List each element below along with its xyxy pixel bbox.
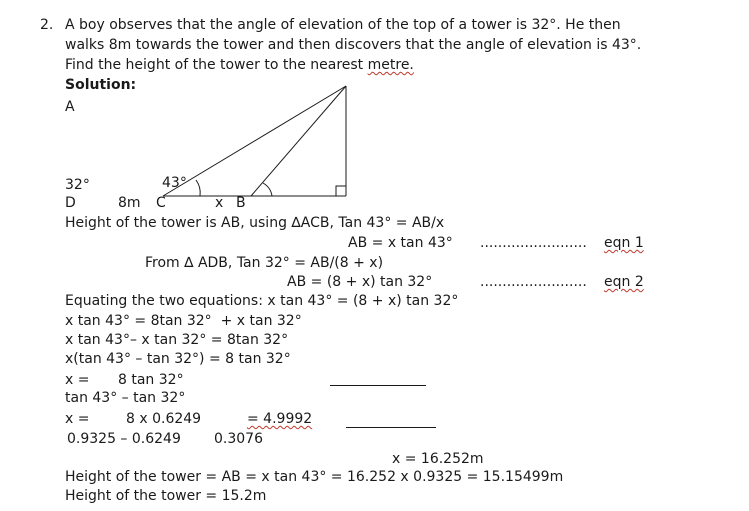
- working-line-9-numerator: 8 tan 32°: [118, 372, 184, 388]
- working-line-7: x tan 43°– x tan 32° = 8tan 32°: [65, 332, 289, 348]
- question-line-3-text: Find the height of the tower to the nearest: [65, 57, 368, 73]
- working-line-5: Equating the two equations: x tan 43° = (8 + x) tan 32°: [65, 293, 459, 309]
- eqn-2-leader: ........................: [480, 274, 587, 290]
- question-number: 2.: [40, 17, 54, 33]
- eqn-2-label: eqn 2: [604, 274, 644, 290]
- eqn-1-label: eqn 1: [604, 235, 644, 251]
- solution-heading: Solution:: [65, 77, 137, 93]
- working-line-8: x(tan 43° – tan 32°) = 8 tan 32°: [65, 351, 291, 367]
- working-line-9-lhs: x =: [65, 372, 90, 388]
- question-line-1: A boy observes that the angle of elevation of the top of a tower is 32°. He then: [65, 17, 621, 33]
- point-c-label: C: [156, 195, 166, 211]
- working-line-12-denominator: 0.9325 – 0.6249: [67, 431, 181, 447]
- working-line-11-lhs: x =: [65, 411, 90, 427]
- point-d-label: D: [65, 195, 76, 211]
- blank-answer-rule-1: [330, 385, 426, 386]
- angle-c-label: 43°: [162, 175, 187, 191]
- working-line-1: Height of the tower is AB, using ∆ACB, Tan 43° = AB/x: [65, 215, 445, 231]
- distance-dc-label: 8m: [118, 195, 141, 211]
- point-a-label: A: [65, 99, 75, 115]
- working-line-10-denominator: tan 43° – tan 32°: [65, 390, 186, 406]
- working-line-2: AB = x tan 43°: [348, 235, 453, 251]
- spellcheck-word: metre.: [367, 57, 414, 73]
- final-answer: Height of the tower = 15.2m: [65, 488, 267, 504]
- question-line-2: walks 8m towards the tower and then discovers that the angle of elevation is 43°.: [65, 37, 642, 53]
- working-line-12-value: 0.3076: [214, 431, 263, 447]
- hypotenuse-da: [163, 86, 346, 196]
- working-line-3: From ∆ ADB, Tan 32° = AB/(8 + x): [145, 255, 384, 271]
- hypotenuse-ca: [251, 86, 346, 196]
- blank-answer-rule-2: [346, 427, 436, 428]
- working-line-6: x tan 43° = 8tan 32° + x tan 32°: [65, 313, 302, 329]
- right-angle-marker: [336, 186, 346, 196]
- point-b-label: B: [236, 195, 246, 211]
- working-line-11-result: = 4.9992: [247, 411, 313, 427]
- distance-cb-label: x: [215, 195, 224, 211]
- angle-arc-c: [263, 183, 272, 196]
- working-line-11-numerator: 8 x 0.6249: [126, 411, 202, 427]
- angle-d-label: 32°: [65, 177, 90, 193]
- working-line-13: x = 16.252m: [392, 451, 484, 467]
- eqn-1-leader: ........................: [480, 235, 587, 251]
- angle-arc-d: [196, 180, 200, 196]
- working-line-14: Height of the tower = AB = x tan 43° = 16.252 x 0.9325 = 15.15499m: [65, 469, 564, 485]
- working-line-4: AB = (8 + x) tan 32°: [287, 274, 433, 290]
